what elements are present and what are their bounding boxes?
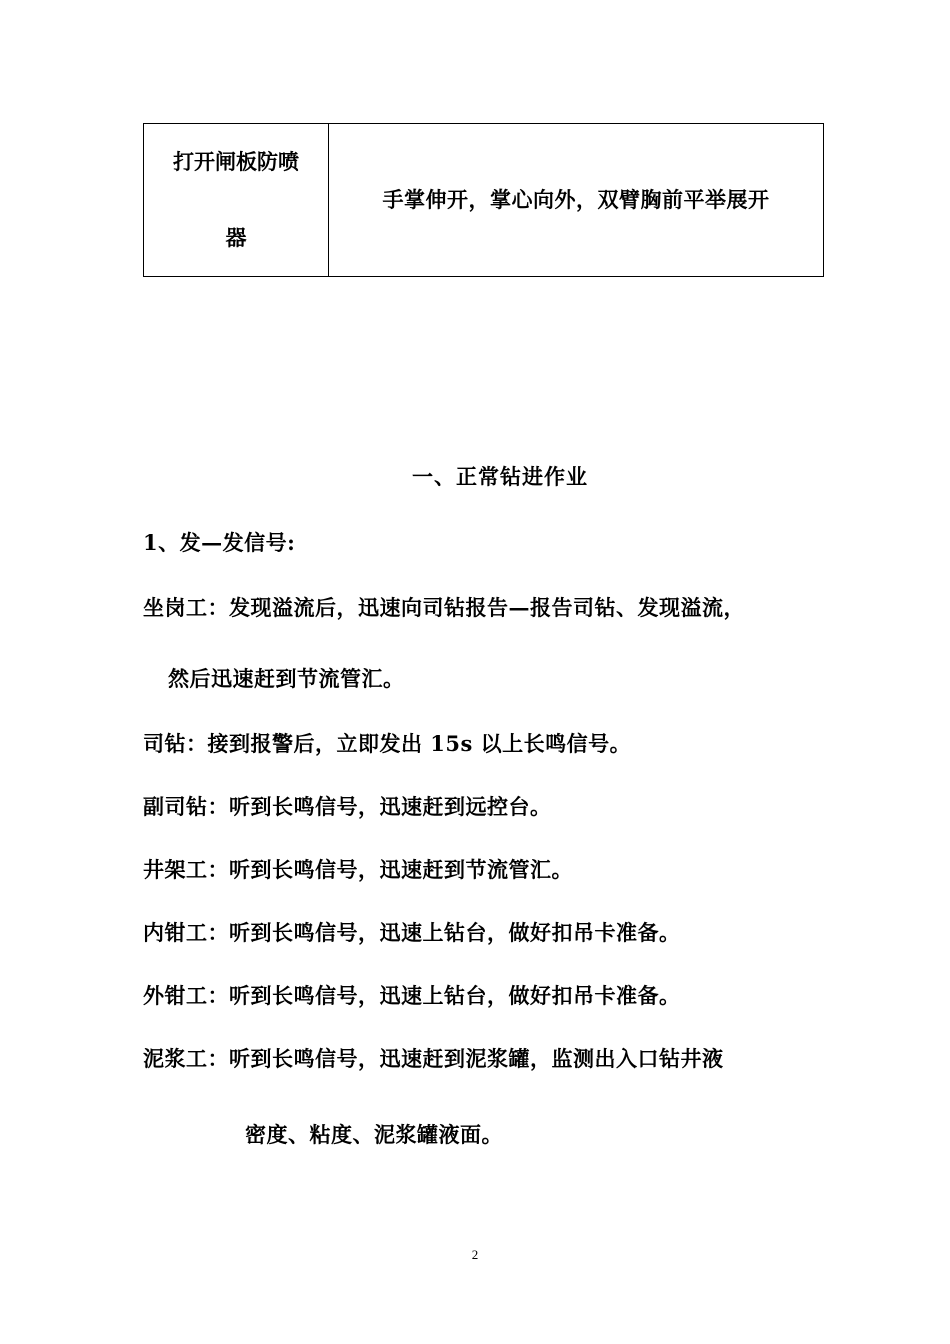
subheading: 1、发—发信号: xyxy=(143,530,296,555)
paragraph-line: 副司钻：听到长鸣信号，迅速赶到远控台。 xyxy=(143,794,552,819)
page-number: 2 xyxy=(471,1247,479,1262)
paragraph-line: 外钳工：听到长鸣信号，迅速上钻台，做好扣吊卡准备。 xyxy=(143,983,681,1008)
table-row xyxy=(144,124,824,277)
signal-description-cell xyxy=(329,124,824,277)
signal-name: 打开闸板防喷器 xyxy=(173,149,299,250)
section-heading: 一、正常钻进作业 xyxy=(412,464,588,489)
signal-name-cell xyxy=(144,124,329,277)
paragraph-line: 井架工：听到长鸣信号，迅速赶到节流管汇。 xyxy=(143,857,573,882)
signal-table xyxy=(143,123,824,277)
paragraph-line: 司钻：接到报警后，立即发出 15s 以上长鸣信号。 xyxy=(143,731,632,756)
paragraph-line: 泥浆工：听到长鸣信号，迅速赶到泥浆罐，监测出入口钻井液 xyxy=(143,1046,724,1071)
paragraph-line: 密度、粘度、泥浆罐液面。 xyxy=(245,1122,503,1147)
signal-description: 手掌伸开，掌心向外，双臂胸前平举展开 xyxy=(382,187,770,212)
paragraph-line: 内钳工：听到长鸣信号，迅速上钻台，做好扣吊卡准备。 xyxy=(143,920,681,945)
paragraph-line: 然后迅速赶到节流管汇。 xyxy=(168,666,405,691)
paragraph-line: 坐岗工：发现溢流后，迅速向司钻报告—报告司钻、发现溢流， xyxy=(143,595,745,620)
